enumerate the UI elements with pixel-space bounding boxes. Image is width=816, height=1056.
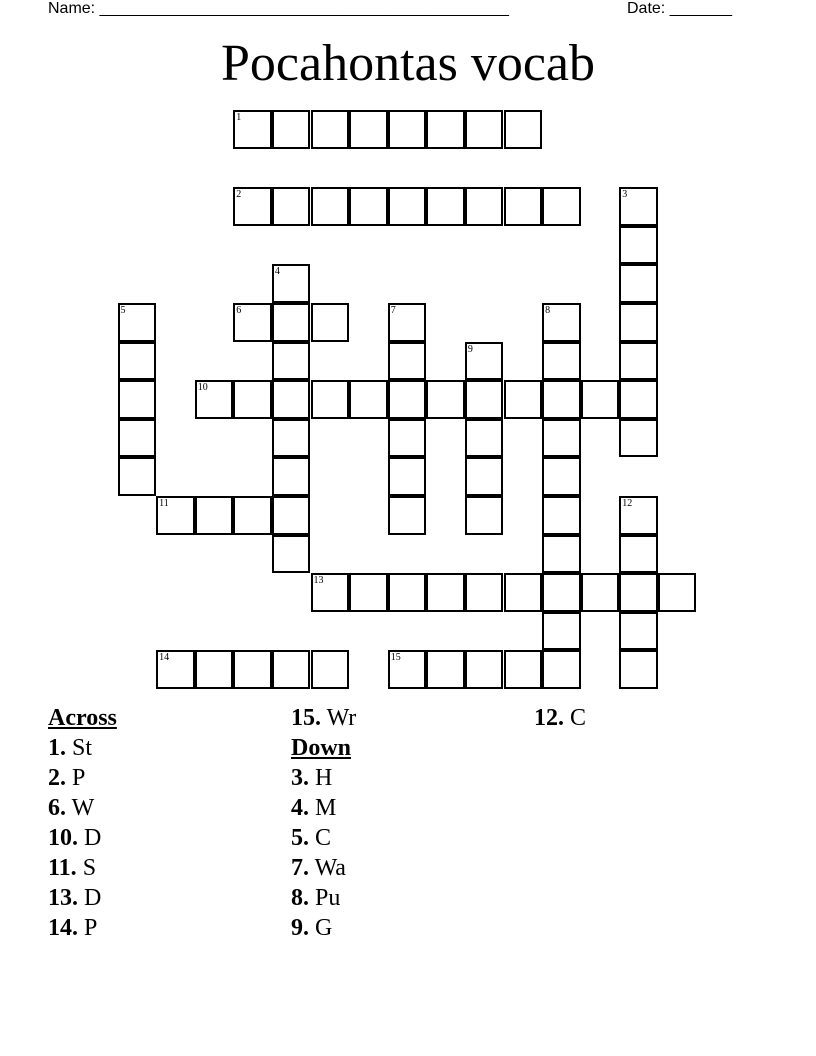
crossword-cell[interactable] xyxy=(272,457,311,496)
crossword-cell[interactable] xyxy=(388,650,427,689)
clue-item-text: P xyxy=(66,765,86,791)
clue-number: 5 xyxy=(120,305,126,316)
crossword-cell[interactable] xyxy=(426,110,465,149)
clue-item-text: M xyxy=(309,795,337,821)
crossword-cell[interactable] xyxy=(542,535,581,574)
clue-number: 2 xyxy=(236,189,242,201)
crossword-cell[interactable] xyxy=(542,187,581,226)
crossword-cell[interactable] xyxy=(118,457,157,496)
clue-item xyxy=(48,883,117,913)
clue-number: 4 xyxy=(274,266,280,278)
clue-item xyxy=(291,703,356,733)
date-field-label: Date: _______ xyxy=(627,0,732,17)
crossword-cell[interactable] xyxy=(195,650,234,689)
crossword-cell[interactable] xyxy=(581,573,620,612)
clue-item-number: 8. xyxy=(291,885,309,911)
crossword-cell[interactable] xyxy=(619,264,658,303)
crossword-cell[interactable] xyxy=(388,457,427,496)
crossword-cell[interactable] xyxy=(504,573,543,612)
crossword-cell[interactable] xyxy=(465,187,504,226)
crossword-cell[interactable] xyxy=(156,650,195,689)
crossword-cell[interactable] xyxy=(388,342,427,381)
crossword-cell[interactable] xyxy=(619,496,658,535)
crossword-cell[interactable] xyxy=(542,650,581,689)
clue-item-number: 4. xyxy=(291,795,309,821)
clue-item-text: D xyxy=(78,825,102,851)
crossword-cell[interactable] xyxy=(349,187,388,226)
crossword-cell[interactable] xyxy=(272,496,311,535)
clue-item-number: 1. xyxy=(48,735,66,761)
clue-item xyxy=(291,883,356,913)
crossword-cell[interactable] xyxy=(504,110,543,149)
crossword-cell[interactable] xyxy=(465,650,504,689)
crossword-cell[interactable] xyxy=(272,535,311,574)
clue-item-text: D xyxy=(78,885,102,911)
clue-heading-down: Down xyxy=(291,735,352,761)
crossword-cell[interactable] xyxy=(465,110,504,149)
crossword-cell[interactable] xyxy=(504,380,543,419)
crossword-cell[interactable] xyxy=(426,187,465,226)
crossword-cell[interactable] xyxy=(542,380,581,419)
crossword-cell[interactable] xyxy=(311,573,350,612)
crossword-cell[interactable] xyxy=(426,573,465,612)
clue-heading-across: Across xyxy=(48,705,117,731)
crossword-cell[interactable] xyxy=(233,303,272,342)
clue-item xyxy=(48,823,117,853)
crossword-cell[interactable] xyxy=(388,187,427,226)
clue-number: 1 xyxy=(236,112,242,123)
clue-number: 11 xyxy=(159,498,169,509)
crossword-cell[interactable] xyxy=(619,419,658,458)
crossword-cell[interactable] xyxy=(118,380,157,419)
name-field-label: Name: ______________________________________________ xyxy=(48,0,509,17)
crossword-cell[interactable] xyxy=(388,380,427,419)
page-title: Pocahontas vocab xyxy=(220,35,595,92)
crossword-cell[interactable] xyxy=(349,573,388,612)
crossword-cell[interactable] xyxy=(311,303,350,342)
crossword-cell[interactable] xyxy=(658,573,697,612)
crossword-cell[interactable] xyxy=(619,573,658,612)
clue-number: 8 xyxy=(545,305,551,316)
clue-number: 3 xyxy=(622,189,628,201)
crossword-cell[interactable] xyxy=(272,419,311,458)
clue-item xyxy=(48,853,117,883)
clue-item-number: 2. xyxy=(48,765,66,791)
crossword-cell[interactable] xyxy=(388,573,427,612)
crossword-cell[interactable] xyxy=(542,612,581,651)
crossword-cell[interactable] xyxy=(118,342,157,381)
crossword-cell[interactable] xyxy=(426,650,465,689)
crossword-cell[interactable] xyxy=(619,226,658,265)
crossword-cell[interactable] xyxy=(118,303,157,342)
clue-item xyxy=(48,913,117,943)
clue-item-text: P xyxy=(78,915,98,941)
crossword-cell[interactable] xyxy=(349,380,388,419)
crossword-cell[interactable] xyxy=(619,650,658,689)
clue-item-number: 15. xyxy=(291,705,321,731)
clue-item-text: G xyxy=(309,915,333,941)
crossword-cell[interactable] xyxy=(311,650,350,689)
clue-item xyxy=(291,853,356,883)
clue-item-text: C xyxy=(564,705,587,731)
crossword-cell[interactable] xyxy=(542,457,581,496)
clue-item-number: 14. xyxy=(48,915,78,941)
clue-number: 7 xyxy=(390,305,396,316)
clue-item-number: 5. xyxy=(291,825,309,851)
clue-item-text: C xyxy=(309,825,332,851)
crossword-cell[interactable] xyxy=(542,342,581,381)
crossword-cell[interactable] xyxy=(619,380,658,419)
crossword-cell[interactable] xyxy=(465,342,504,381)
clue-item-number: 11. xyxy=(48,855,77,881)
crossword-cell[interactable] xyxy=(542,303,581,342)
crossword-cell[interactable] xyxy=(233,187,272,226)
clue-item-text: Pu xyxy=(309,885,341,911)
crossword-cell[interactable] xyxy=(542,573,581,612)
clue-column-3 xyxy=(534,703,586,733)
crossword-cell[interactable] xyxy=(504,650,543,689)
clue-item-number: 12. xyxy=(534,705,564,731)
crossword-cell[interactable] xyxy=(118,419,157,458)
crossword-cell[interactable] xyxy=(156,496,195,535)
clue-item xyxy=(291,763,356,793)
clue-item xyxy=(291,793,356,823)
clue-item-number: 9. xyxy=(291,915,309,941)
clue-item xyxy=(48,793,117,823)
crossword-cell[interactable] xyxy=(542,419,581,458)
crossword-cell[interactable] xyxy=(272,187,311,226)
crossword-cell[interactable] xyxy=(465,573,504,612)
crossword-cell[interactable] xyxy=(388,496,427,535)
crossword-cell[interactable] xyxy=(272,380,311,419)
clue-number: 6 xyxy=(236,305,242,316)
crossword-cell[interactable] xyxy=(388,419,427,458)
crossword-cell[interactable] xyxy=(465,496,504,535)
crossword-cell[interactable] xyxy=(311,380,350,419)
crossword-cell[interactable] xyxy=(233,380,272,419)
crossword-cell[interactable] xyxy=(272,264,311,303)
crossword-cell[interactable] xyxy=(426,380,465,419)
crossword-cell[interactable] xyxy=(465,457,504,496)
clue-number: 15 xyxy=(390,652,401,664)
clue-item xyxy=(48,733,117,763)
clue-number: 13 xyxy=(313,575,324,587)
crossword-cell[interactable] xyxy=(272,303,311,342)
crossword-cell[interactable] xyxy=(542,496,581,535)
crossword-cell[interactable] xyxy=(349,110,388,149)
crossword-cell[interactable] xyxy=(619,342,658,381)
clue-number: 10 xyxy=(197,382,208,394)
clue-item xyxy=(534,703,586,733)
clue-item-text: St xyxy=(66,735,93,761)
clue-number: 9 xyxy=(467,343,473,355)
crossword-cell[interactable] xyxy=(272,110,311,149)
clue-number: 14 xyxy=(159,652,170,664)
crossword-cell[interactable] xyxy=(581,380,620,419)
clue-item-number: 10. xyxy=(48,825,78,851)
crossword-cell[interactable] xyxy=(311,187,350,226)
crossword-cell[interactable] xyxy=(504,187,543,226)
crossword-cell[interactable] xyxy=(272,342,311,381)
clue-item-number: 7. xyxy=(291,855,309,881)
crossword-cell[interactable] xyxy=(195,496,234,535)
crossword-cell[interactable] xyxy=(272,650,311,689)
crossword-cell[interactable] xyxy=(388,110,427,149)
crossword-cell[interactable] xyxy=(465,419,504,458)
crossword-cell[interactable] xyxy=(619,187,658,226)
crossword-cell[interactable] xyxy=(195,380,234,419)
clue-item-number: 3. xyxy=(291,765,309,791)
clue-item-text: H xyxy=(309,765,333,791)
clue-column-2 xyxy=(291,703,356,943)
clue-item-text: Wr xyxy=(321,705,357,731)
clue-item xyxy=(48,763,117,793)
crossword-cell[interactable] xyxy=(311,110,350,149)
crossword-cell[interactable] xyxy=(233,496,272,535)
crossword-cell[interactable] xyxy=(388,303,427,342)
clue-item-text: W xyxy=(66,795,95,821)
clue-item-text: S xyxy=(76,855,97,881)
crossword-cell[interactable] xyxy=(619,535,658,574)
clue-column-1 xyxy=(48,703,117,943)
clue-item-number: 6. xyxy=(48,795,66,821)
crossword-cell[interactable] xyxy=(619,612,658,651)
clue-item xyxy=(291,913,356,943)
clue-number: 12 xyxy=(622,498,633,509)
crossword-cell[interactable] xyxy=(233,110,272,149)
clue-item-text: Wa xyxy=(309,855,346,881)
clue-item xyxy=(291,823,356,853)
crossword-cell[interactable] xyxy=(619,303,658,342)
crossword-cell[interactable] xyxy=(233,650,272,689)
crossword-cell[interactable] xyxy=(465,380,504,419)
clue-item-number: 13. xyxy=(48,885,78,911)
